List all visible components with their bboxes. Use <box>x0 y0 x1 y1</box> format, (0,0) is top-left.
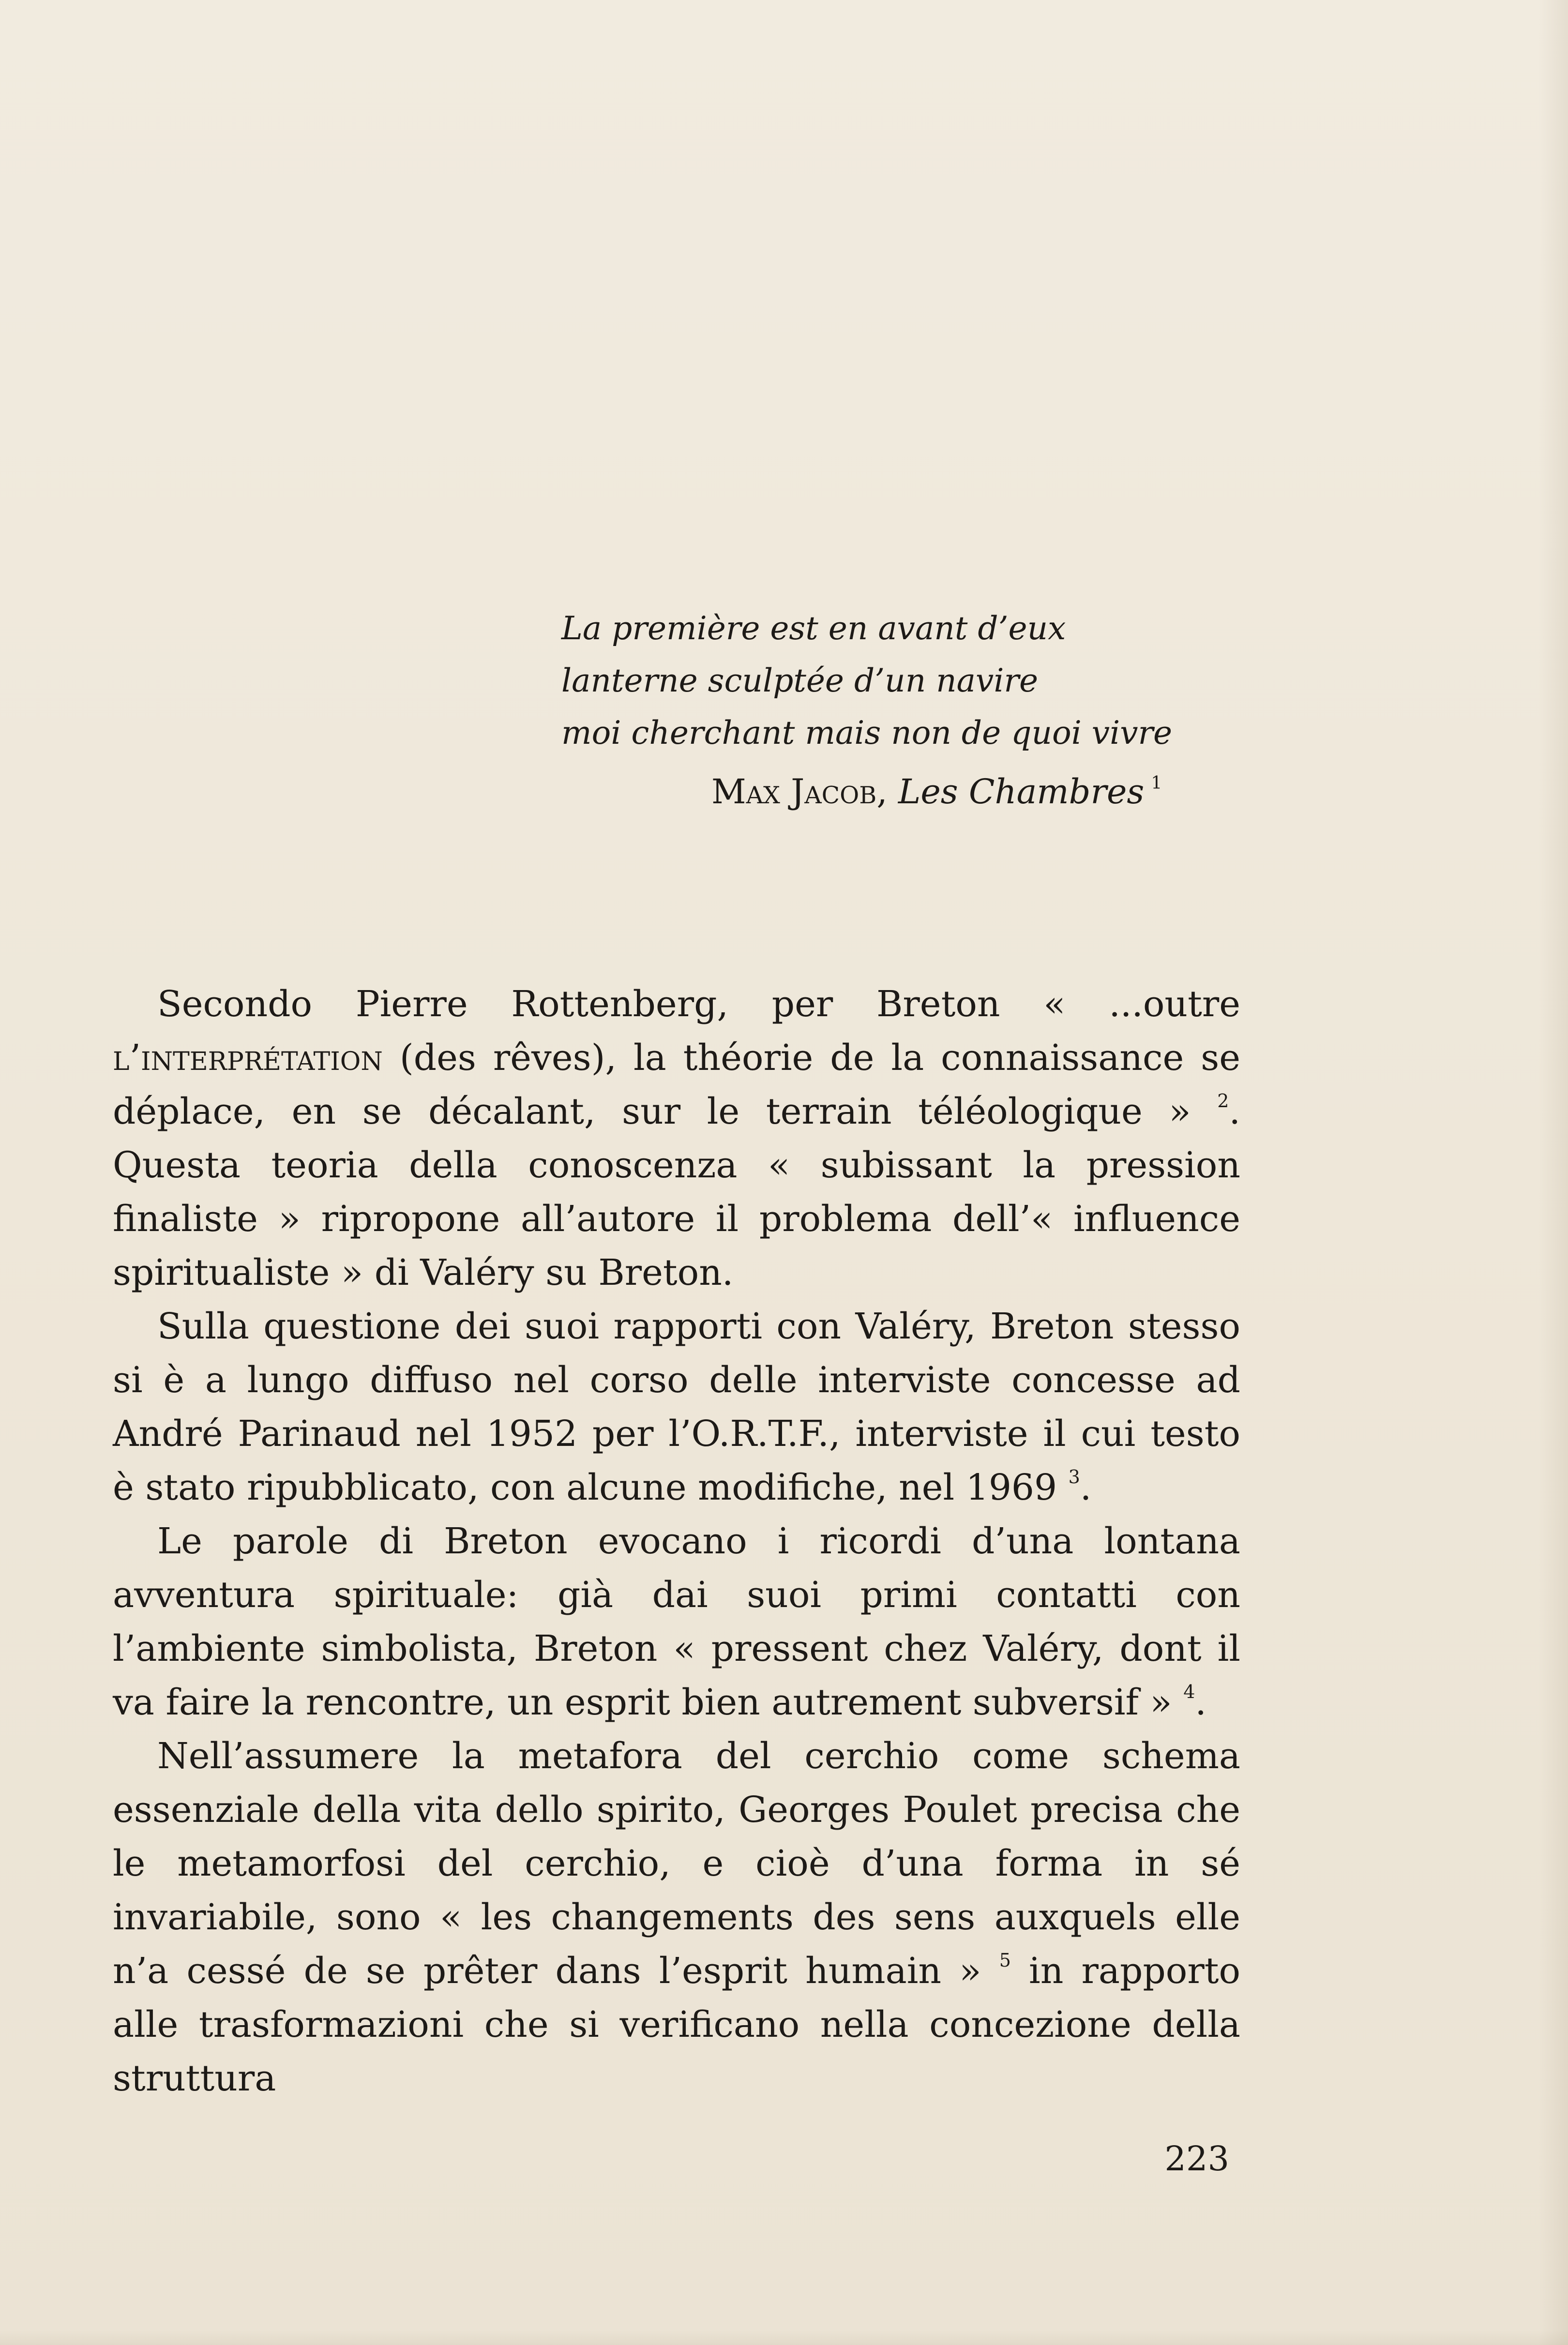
epigraph-line: moi cherchant mais non de quoi vivre <box>561 714 1173 752</box>
footnote-marker: 5 <box>999 1950 1011 1971</box>
page-bottom-shadow <box>0 2330 1568 2345</box>
paragraph <box>113 1300 1240 1515</box>
epigraph-work-title: Les Chambres <box>898 772 1145 812</box>
epigraph-line: lanterne sculptée d’un navire <box>561 662 1039 699</box>
paragraph-text: Le parole di Breton evocano i ricordi d’una lontana avventura spirituale: già dai suoi primi contatti con l’ambiente simbolista, Breton « pressent chez Valéry, dont il va faire la rencontre, un esprit bien autrement subversif » <box>113 1520 1240 1723</box>
epigraph <box>561 602 1432 759</box>
paragraph-text: . Questa teoria della conoscenza « subissant la pression finaliste » ripropone all’autore il problema dell’« influence spiritualiste » di Valéry su Breton. <box>113 1091 1240 1293</box>
paragraph-text: . <box>1080 1467 1092 1508</box>
paragraph-text: Secondo Pierre Rottenberg, per Breton « ...outre <box>157 983 1240 1025</box>
body-text <box>113 977 1240 2105</box>
paragraph <box>113 977 1240 1300</box>
footnote-marker: 2 <box>1217 1090 1229 1112</box>
paragraph-text: (des rêves), la théorie de la connaissance se déplace, en se décalant, sur le terrain téléologique » <box>113 1037 1240 1132</box>
footnote-marker: 3 <box>1068 1466 1080 1488</box>
paragraph-text: Nell’assumere la metafora del cerchio come schema essenziale della vita dello spirito, Georges Poulet precisa che le metamorfosi del cerchio, e cioè d’una forma in sé invariabile, sono « les changements des sens auxquels elle n’a cessé de se prêter dans l’esprit humain » <box>113 1735 1240 1992</box>
small-caps-text: l’interprétation <box>113 1037 383 1079</box>
paragraph-text: in rapporto alle trasformazioni che si verificano nella concezione della struttura <box>113 1950 1241 2099</box>
attribution-separator: , <box>876 772 898 812</box>
page-edge-shadow <box>1539 0 1568 2345</box>
paragraph-text: Sulla questione dei suoi rapporti con Valéry, Breton stesso si è a lungo diffuso nel corso delle interviste concesse ad André Parinaud nel 1952 per l’O.R.T.F., interviste il cui testo è stato ripubblicato, con alcune modifiche, nel 1969 <box>113 1306 1240 1508</box>
paragraph-text: . <box>1195 1682 1206 1723</box>
epigraph-attribution <box>711 772 1162 812</box>
paragraph <box>113 1729 1240 2105</box>
page-number: 223 <box>1164 2139 1229 2179</box>
footnote-marker: 1 <box>1151 773 1162 793</box>
paragraph <box>113 1515 1240 1729</box>
epigraph-line: La première est en avant d’eux <box>561 610 1066 647</box>
footnote-marker: 4 <box>1183 1681 1195 1702</box>
epigraph-author: Max Jacob <box>711 772 877 812</box>
